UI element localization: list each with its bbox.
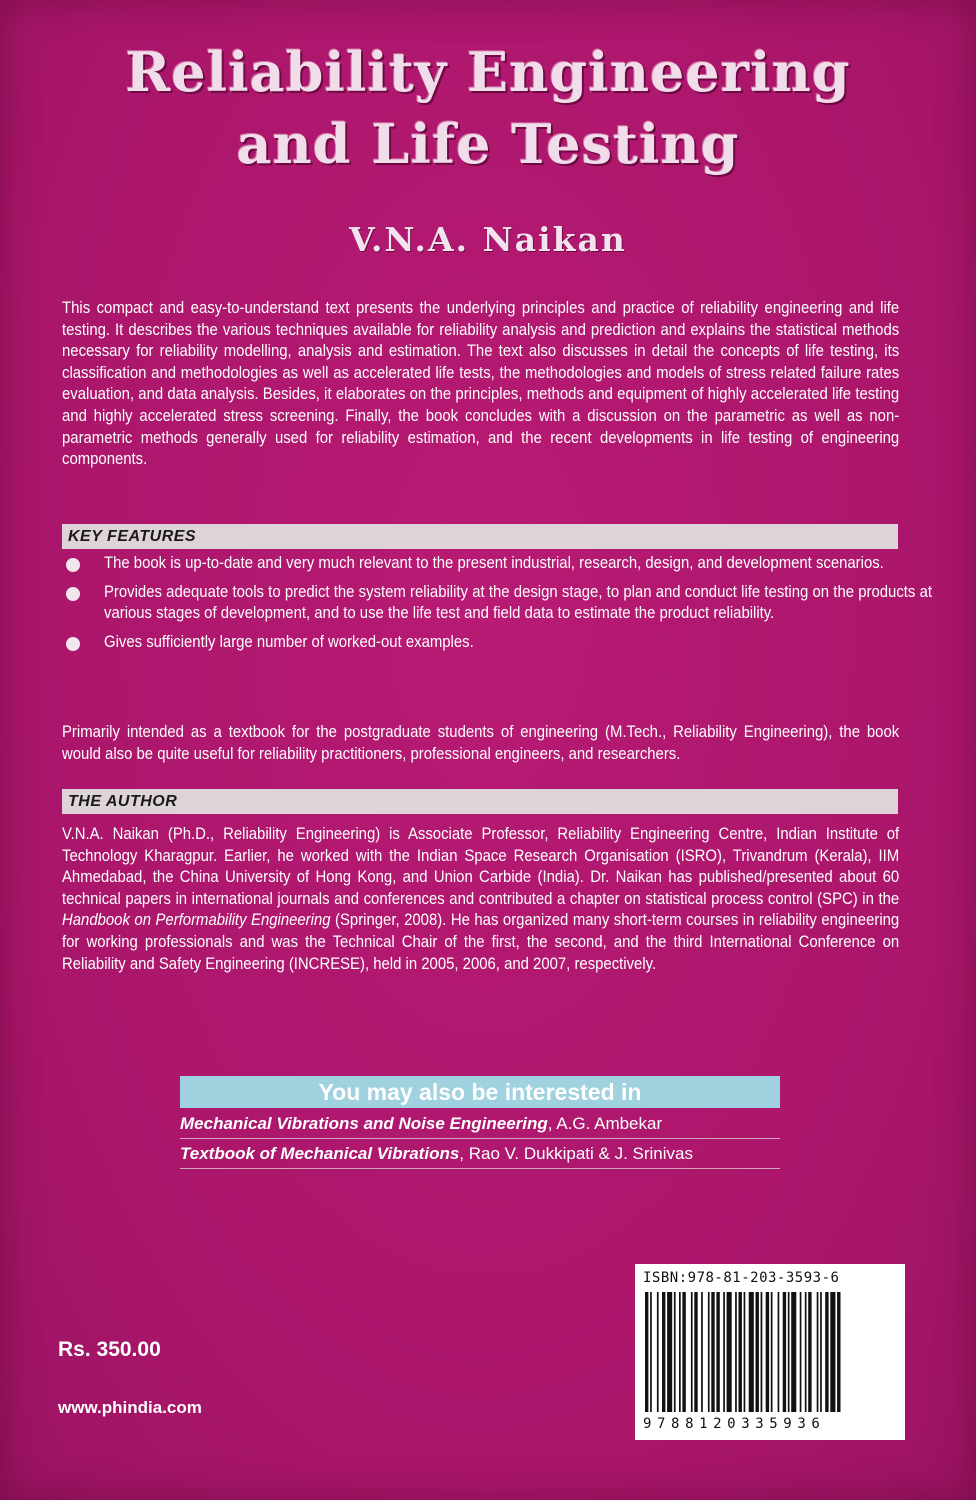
feature-text: Provides adequate tools to predict the system reliability at the design stage, to plan and conduct life testing on the products at various stages of development, and to use the life test and field data to estimate the product reliability. bbox=[104, 582, 932, 623]
isbn-barcode bbox=[635, 1264, 905, 1440]
website-url: www.phindia.com bbox=[58, 1398, 202, 1417]
list-item bbox=[62, 553, 962, 575]
bullet-icon bbox=[66, 558, 80, 572]
book-title-line-1: Reliability Engineering bbox=[125, 40, 851, 104]
price: Rs. 350.00 bbox=[58, 1338, 161, 1361]
bullet-icon bbox=[66, 587, 80, 601]
author-bio-book-title: Handbook on Performability Engineering bbox=[62, 911, 331, 930]
related-book-title: Mechanical Vibrations and Noise Engineering bbox=[180, 1114, 548, 1133]
book-description: This compact and easy-to-understand text presents the underlying principles and practice of reliability engineering and life testing. It describes the various techniques available for reliability analysis and prediction and explains the statistical methods necessary for reliability modelling, analysis and estimation. The text also discusses in detail the concepts of life testing, its classification and methodologies as well as accelerated life tests, the methodologies and models of stress related failure rates evaluation, and data analysis. Besides, it elaborates on the principles, methods and equipment of highly accelerated life testing and highly accelerated stress screening. Finally, the book concludes with a discussion on the parametric as well as non-parametric methods generally used for reliability estimation, and the recent developments in life testing of engineering components. bbox=[62, 299, 900, 469]
feature-text: The book is up-to-date and very much relevant to the present industrial, research, design, and development scenarios. bbox=[104, 554, 884, 572]
list-item bbox=[62, 632, 962, 654]
ean-digits: 9788120335936 bbox=[643, 1416, 826, 1432]
book-title-line-2: and Life Testing bbox=[236, 112, 740, 176]
intended-audience: Primarily intended as a textbook for the postgraduate students of engineering (M.Tech., Reliability Engineering), the book would also be quite useful for reliability practitioners, professional engineers, and researchers. bbox=[62, 723, 900, 763]
author-bio-part-1: V.N.A. Naikan (Ph.D., Reliability Engineering) is Associate Professor, Reliability Engineering Centre, Indian Institute of Technology Kharagpur. Earlier, he worked with the Indian Space Research Organisation (ISRO), Trivandrum (Kerala), IIM Ahmedabad, the China University of Hong Kong, and Union Carbide (India). Dr. Naikan has published/presented about 60 technical papers in international journals and conferences and contributed a chapter on statistical process control (SPC) in the bbox=[62, 825, 900, 908]
related-book-1 bbox=[180, 1114, 662, 1134]
also-interested-heading: You may also be interested in bbox=[180, 1076, 780, 1108]
divider bbox=[180, 1168, 780, 1169]
isbn-text: ISBN:978-81-203-3593-6 bbox=[643, 1270, 840, 1286]
author-bio bbox=[62, 824, 899, 975]
divider bbox=[180, 1138, 780, 1139]
related-book-author: , A.G. Ambekar bbox=[547, 1114, 663, 1133]
author-name: V.N.A. Naikan bbox=[349, 220, 627, 259]
key-features-heading: KEY FEATURES bbox=[62, 524, 898, 549]
author-heading: THE AUTHOR bbox=[62, 789, 898, 814]
related-book-2 bbox=[180, 1144, 693, 1164]
related-book-title: Textbook of Mechanical Vibrations bbox=[180, 1144, 460, 1163]
list-item bbox=[62, 582, 962, 625]
bullet-icon bbox=[66, 637, 80, 651]
barcode-icon bbox=[643, 1292, 897, 1414]
key-features-list bbox=[62, 553, 962, 660]
related-book-author: , Rao V. Dukkipati & J. Srinivas bbox=[459, 1144, 693, 1163]
author-bio-part-2: (Springer, 2008). He has organized many short-term courses in reliability engineering for working professionals and was the Technical Chair of the first, the second, and the third International Conference on Reliability and Safety Engineering (INCRESE), held in 2005, 2006, and 2007, respectively. bbox=[62, 911, 900, 973]
feature-text: Gives sufficiently large number of worked-out examples. bbox=[104, 632, 474, 651]
